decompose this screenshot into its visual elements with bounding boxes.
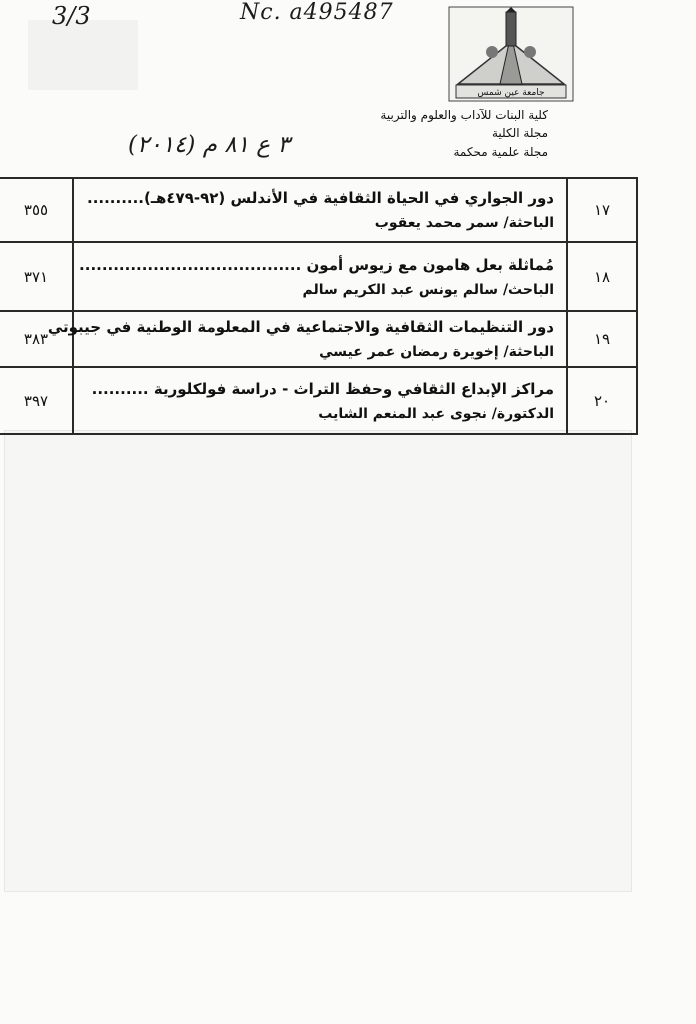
faculty-name: كلية البنات للآداب والعلوم والتربية (380, 108, 548, 122)
page-cell: ٣٥٥ (0, 178, 73, 242)
page-cell: ٣٨٣ (0, 311, 73, 367)
table-row (0, 367, 637, 434)
article-title: دور التنظيمات الثقافية والاجتماعية في المعلومة الوطنية في جيبوتي (47, 318, 554, 336)
title-cell (73, 367, 567, 434)
university-logo (448, 6, 574, 102)
article-title: دور الجواري في الحياة الثقافية في الأندلس (٩٢-٤٧٩هـ).......... (87, 189, 554, 207)
article-author: الباحث/ سالم يونس عبد الكريم سالم (302, 281, 554, 298)
bleed-through-table (4, 430, 632, 892)
logo-text: جامعة عين شمس (477, 88, 545, 98)
article-title: مُماثلة بعل هامون مع زيوس أمون ....................................... (79, 255, 554, 274)
table-row (0, 242, 637, 311)
number-cell: ١٨ (567, 242, 637, 311)
table-of-contents (0, 177, 638, 435)
handwritten-issue-info: (٢٠١٤) ٣ ع ٨١ م (128, 132, 290, 158)
article-author: الدكتورة/ نجوى عبد المنعم الشايب (318, 405, 554, 422)
handwritten-page-number: 3/3 (52, 2, 91, 30)
page-cell: ٣٩٧ (0, 367, 73, 434)
table-row (0, 311, 637, 367)
title-cell (73, 178, 567, 242)
title-cell (73, 242, 567, 311)
number-cell: ١٩ (567, 311, 637, 367)
journal-type: مجلة علمية محكمة (453, 145, 548, 159)
page-cell: ٣٧١ (0, 242, 73, 311)
number-cell: ١٧ (567, 178, 637, 242)
table-row (0, 178, 637, 242)
title-cell (47, 311, 567, 367)
article-author: الباحثة/ سمر محمد يعقوب (374, 215, 554, 231)
article-title: مراكز الإبداع الثقافي وحفظ التراث - دراسة فولكلورية .......... (91, 379, 554, 398)
bleed-through-logo (28, 20, 138, 90)
number-cell: ٢٠ (567, 367, 637, 434)
journal-name: مجلة الكلية (491, 126, 548, 140)
article-author: الباحثة/ إخويرة رمضان عمر عيسي (319, 344, 554, 360)
handwritten-serial-number: Nc. a495487 (240, 0, 394, 25)
